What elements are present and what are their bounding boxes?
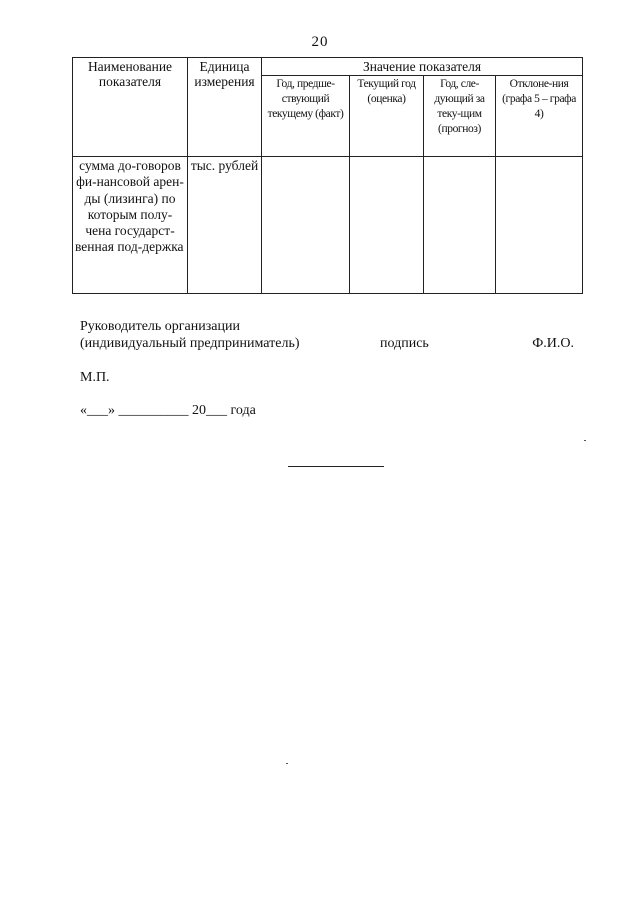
header-name: Наименование показателя: [73, 58, 188, 157]
row-name-cell: сумма до-говоров фи-нансовой арен-ды (лизинга) по которым полу-чена государст-венная под-держка: [73, 157, 188, 294]
header-prev-year: Год, предше-ствующий текущему (факт): [262, 76, 350, 157]
scan-speck: [584, 440, 586, 441]
signature-line-2: [80, 335, 580, 352]
table-row: [73, 157, 583, 294]
header-deviation: Отклоне-ния (графа 5 – графа 4): [496, 76, 583, 157]
scan-speck: [286, 763, 288, 764]
row-deviation-cell: [496, 157, 583, 294]
end-divider: [288, 466, 384, 467]
row-next-year-cell: [424, 157, 496, 294]
header-current-year: Текущий год (оценка): [350, 76, 424, 157]
signature-sign-label: подпись: [380, 336, 429, 351]
indicators-table: [72, 57, 583, 294]
row-prev-year-cell: [262, 157, 350, 294]
stamp-label: М.П.: [80, 370, 110, 385]
header-next-year: Год, сле-дующий за теку-щим (прогноз): [424, 76, 496, 157]
row-unit-cell: тыс. рублей: [188, 157, 262, 294]
header-value-group: Значение показателя: [262, 58, 583, 76]
signature-fio-label: Ф.И.О.: [532, 336, 574, 351]
row-current-year-cell: [350, 157, 424, 294]
signature-head-line-2: (индивидуальный предприниматель): [80, 336, 300, 351]
page-number: 20: [311, 34, 329, 50]
date-line: «___» __________ 20___ года: [80, 403, 256, 418]
signature-head-line-1: Руководитель организации: [80, 319, 240, 334]
table-header-row: [73, 58, 583, 76]
header-unit: Единица измерения: [188, 58, 262, 157]
